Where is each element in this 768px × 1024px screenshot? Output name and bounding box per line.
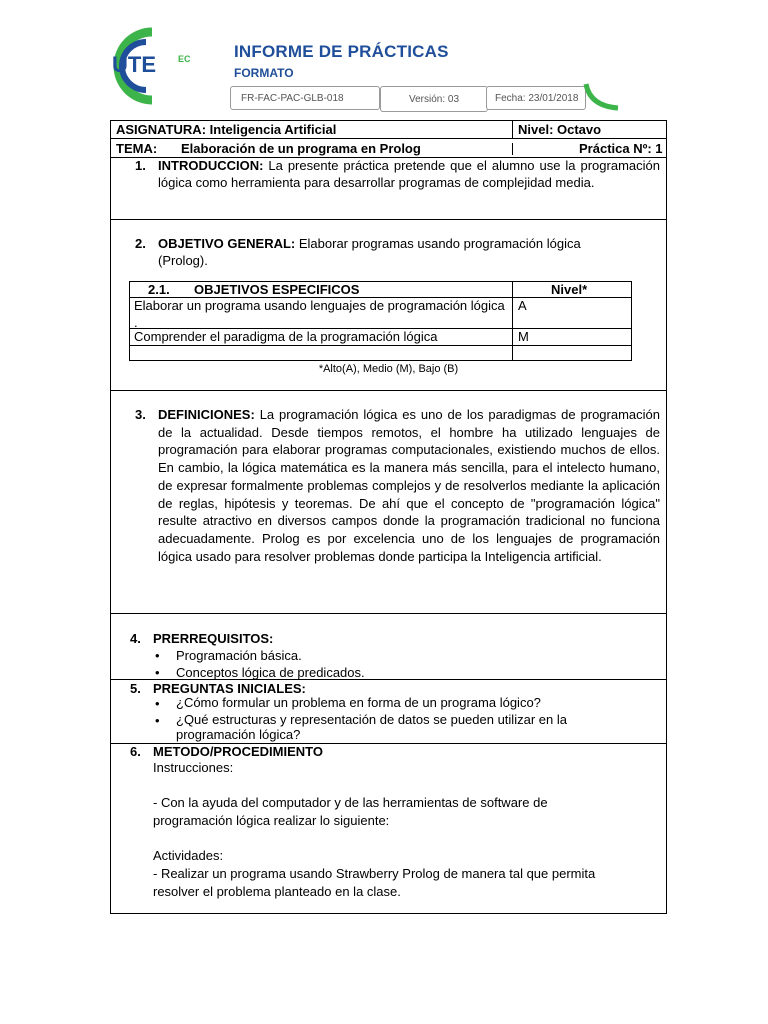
nivel-label: Nivel: Octavo (518, 122, 602, 137)
intro-text: La presente práctica pretende que el alumno use la programación lógica como herramienta para desarrollar programas de complejidad media. (158, 158, 660, 190)
actividades-label: Actividades: (153, 848, 224, 863)
metodo-heading: METODO/PROCEDIMIENTO (153, 744, 323, 759)
objetivo-heading: OBJETIVO GENERAL: (158, 236, 296, 251)
prerrequisito-item: Conceptos lógica de predicados. (176, 665, 365, 680)
divider-nivel (512, 120, 513, 139)
objetivos-header-level: Nivel* (551, 282, 588, 297)
objetivo-number: 2. (135, 236, 146, 251)
logo-suffix: EC (178, 54, 191, 64)
objetivo-row-level: M (518, 329, 529, 344)
instruccion-text: - Con la ayuda del computador y de las herramientas de software de programación lógica realizar lo siguiente: (153, 795, 548, 828)
objetivo-paragraph (158, 235, 628, 269)
divider-objetivo (110, 390, 667, 391)
pregunta-item: ¿Cómo formular un problema en forma de un programa lógico? (176, 695, 541, 710)
document-subtitle: FORMATO (234, 66, 294, 80)
objetivos-header-label: OBJETIVOS ESPECIFICOS (194, 282, 360, 297)
logo-text: UTE (112, 52, 156, 77)
objetivo-row-text: Comprender el paradigma de la programación lógica (134, 329, 438, 344)
preguntas-heading: PREGUNTAS INICIALES: (153, 681, 306, 696)
objetivo-row-level: A (518, 298, 527, 313)
intro-paragraph (158, 157, 660, 191)
divider-practica (512, 143, 513, 155)
tema-value: Elaboración de un programa en Prolog (181, 141, 421, 156)
bullet-icon: • (155, 696, 160, 711)
tema-label: TEMA: (116, 141, 158, 156)
objetivos-row2-divider (129, 345, 632, 346)
metodo-number: 6. (130, 744, 141, 759)
definiciones-text: La programación lógica es uno de los paradigmas de programación de la actualidad. Desde tiempos remotos, el hombre ha utilizado lenguajes de programación para elaborar programas computacionales, existiendo muchos de ellos. En cambio, la lógica matemática es la manera más sencilla, para el intelecto humano, de expresar formalmente problemas complejos y de resolverlos mediante la aplicación de reglas, hipótesis y teoremas. De ahí que el concepto de "programación lógica" resulte atractivo en diversos campos donde la programación tradicional no funciona adecuadamente. Prolog es por excelencia uno de los lenguajes de programación lógica usado para resolver problemas donde participa la Inteligencia artificial. (158, 407, 660, 564)
document-title: INFORME DE PRÁCTICAS (234, 42, 449, 61)
header-swoosh (582, 82, 620, 112)
intro-heading: INTRODUCCION: (158, 158, 264, 173)
preguntas-number: 5. (130, 681, 141, 696)
instrucciones-label: Instrucciones: (153, 760, 234, 775)
objetivo-text: Elaborar programas usando programación lógica (Prolog). (158, 236, 581, 268)
bullet-icon: • (155, 713, 160, 728)
form-code: FR-FAC-PAC-GLB-018 (230, 86, 380, 110)
ute-logo (86, 22, 226, 110)
bullet-icon: • (155, 648, 160, 663)
intro-number: 1. (135, 158, 146, 173)
prerrequisitos-heading: PRERREQUISITOS: (153, 631, 274, 646)
divider-definiciones (110, 613, 667, 614)
definiciones-number: 3. (135, 407, 146, 422)
divider-intro (110, 219, 667, 220)
form-date: Fecha: 23/01/2018 (486, 86, 586, 110)
bullet-icon: • (155, 665, 160, 680)
actividad-text: - Realizar un programa usando Strawberry Prolog de manera tal que permita resolver el problema planteado en la clase. (153, 866, 596, 899)
pregunta-item: ¿Qué estructuras y representación de datos se pueden utilizar en la programación lógica? (176, 712, 567, 742)
objetivos-col-divider (512, 281, 513, 361)
practica-label: Práctica Nº: 1 (579, 141, 663, 156)
prerrequisitos-number: 4. (130, 631, 141, 646)
form-version: Versión: 03 (380, 86, 488, 112)
objetivo-row-text: Elaborar un programa usando lenguajes de programación lógica . (134, 298, 505, 330)
objetivos-header-number: 2.1. (148, 282, 170, 297)
divider-row1 (110, 138, 667, 139)
objetivos-note: *Alto(A), Medio (M), Bajo (B) (318, 363, 459, 375)
asignatura-label: ASIGNATURA: Inteligencia Artificial (116, 122, 337, 137)
definiciones-paragraph (158, 406, 660, 565)
definiciones-heading: DEFINICIONES: (158, 407, 255, 422)
prerrequisito-item: Programación básica. (176, 648, 302, 663)
